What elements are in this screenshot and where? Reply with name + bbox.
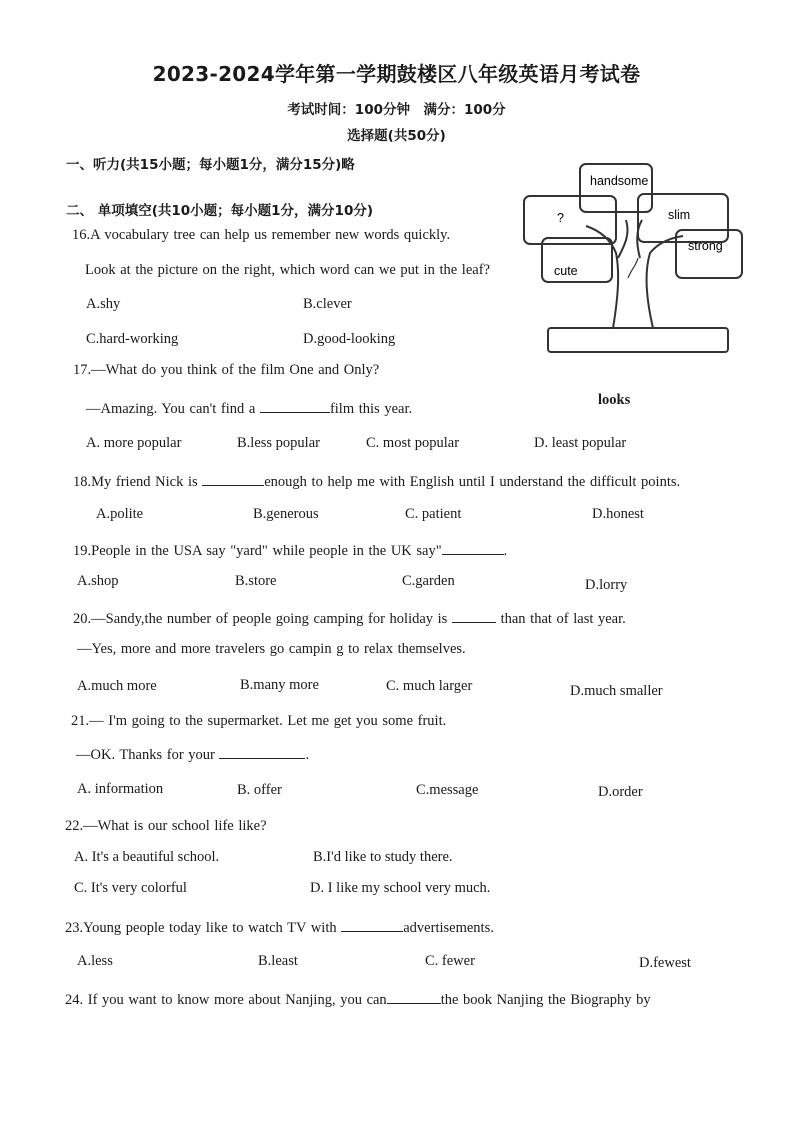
- q17-text-before: —Amazing. You can't find a: [86, 401, 256, 417]
- q19-option-c: C.garden: [402, 573, 455, 589]
- part1-heading: 一、听力(共15小题；每小题1分，满分15分)略: [66, 157, 355, 173]
- section-choice-heading: 选择题(共50分): [347, 128, 446, 144]
- q16-stem-2: Look at the picture on the right, which word can we put in the leaf?: [85, 262, 490, 278]
- q22-option-b: B.I'd like to study there.: [313, 849, 453, 865]
- q23-blank: [341, 917, 403, 932]
- tree-trunk-right: [646, 236, 683, 328]
- q23-stem: [65, 917, 494, 937]
- q21-option-d: D.order: [598, 784, 643, 800]
- q21-option-c: C.message: [416, 782, 479, 798]
- exam-title: 2023-2024学年第一学期鼓楼区八年级英语月考试卷: [152, 62, 641, 86]
- q16-option-b: B.clever: [303, 296, 352, 312]
- q24-blank: [387, 989, 441, 1004]
- q20-option-c: C. much larger: [386, 678, 473, 694]
- q20-option-d: D.much smaller: [570, 683, 663, 699]
- q17-option-a: A. more popular: [86, 435, 182, 451]
- q23-option-b: B.least: [258, 953, 298, 969]
- q19-stem: [73, 540, 507, 560]
- leaf-text-slim: slim: [668, 208, 691, 222]
- q18-text-after: enough to help me with English until I understand the difficult points.: [264, 474, 681, 490]
- q18-option-a: A.polite: [96, 506, 144, 522]
- q17-option-c: C. most popular: [366, 435, 460, 451]
- leaf-text-question: ?: [557, 211, 564, 225]
- leaf-strong: [676, 230, 742, 278]
- tree-base: [548, 328, 728, 352]
- q20-stem-2: —Yes, more and more travelers go campin g to relax themselves.: [77, 641, 466, 657]
- q21-stem-2: [76, 744, 309, 764]
- q23-text-after: advertisements.: [403, 920, 494, 936]
- q18-option-c: C. patient: [405, 506, 462, 522]
- q23-option-a: A.less: [77, 953, 113, 969]
- q17-option-d: D. least popular: [534, 435, 627, 451]
- vocabulary-tree-figure: [518, 158, 758, 358]
- leaf-text-handsome: handsome: [590, 174, 649, 188]
- q22-stem: 22.—What is our school life like?: [65, 818, 267, 834]
- q23-option-c: C. fewer: [425, 953, 475, 969]
- q19-text-after: .: [503, 543, 508, 559]
- q20-option-a: A.much more: [77, 678, 157, 694]
- q16-option-d: D.good-looking: [303, 331, 396, 347]
- q19-option-d: D.lorry: [585, 577, 628, 593]
- q24-text-before: 24. If you want to know more about Nanjing, you can: [65, 992, 387, 1008]
- q20-stem: [73, 608, 626, 628]
- q20-blank: [452, 608, 496, 623]
- q21-option-b: B. offer: [237, 782, 282, 798]
- tree-trunk-left: [586, 226, 618, 328]
- q22-option-a: A. It's a beautiful school.: [74, 849, 220, 865]
- q20-option-b: B.many more: [240, 677, 319, 693]
- part2-heading: 二、 单项填空(共10小题；每小题1分，满分10分): [66, 203, 374, 219]
- q16-stem: 16.A vocabulary tree can help us remember new words quickly.: [72, 227, 451, 243]
- q20-text-before: 20.—Sandy,the number of people going camping for holiday is: [73, 611, 448, 627]
- q23-option-d: D.fewest: [639, 955, 691, 971]
- q23-text-before: 23.Young people today like to watch TV with: [65, 920, 337, 936]
- q20-text-after: than that of last year.: [500, 611, 626, 627]
- q17-text-after: film this year.: [329, 401, 413, 417]
- q21-text-before: —OK. Thanks for your: [76, 747, 215, 763]
- q19-text-before: 19.People in the USA say "yard" while people in the UK say": [73, 543, 442, 559]
- q16-option-a: A.shy: [86, 296, 121, 312]
- leaf-question: [524, 196, 616, 244]
- q24-stem: [65, 989, 651, 1009]
- q19-option-b: B.store: [235, 573, 277, 589]
- q19-option-a: A.shop: [77, 573, 119, 589]
- exam-info: 考试时间：100分钟 满分：100分: [287, 102, 506, 118]
- q21-option-a: A. information: [77, 781, 164, 797]
- q18-text-before: 18.My friend Nick is: [73, 474, 198, 490]
- q18-blank: [202, 471, 264, 486]
- q24-text-after: the book Nanjing the Biography by: [440, 992, 651, 1008]
- q22-option-c: C. It's very colorful: [74, 880, 187, 896]
- q19-blank: [442, 540, 504, 555]
- q17-stem-2: [86, 398, 412, 418]
- q21-blank: [219, 744, 305, 759]
- q18-stem: [73, 471, 680, 491]
- leaf-text-cute: cute: [554, 264, 578, 278]
- q17-option-b: B.less popular: [237, 435, 320, 451]
- q17-blank: [260, 398, 330, 413]
- q18-option-d: D.honest: [592, 506, 644, 522]
- q21-text-after: .: [305, 747, 310, 763]
- q17-stem: 17.—What do you think of the film One and Only?: [73, 362, 380, 378]
- q16-option-c: C.hard-working: [86, 331, 179, 347]
- q22-option-d: D. I like my school very much.: [310, 880, 491, 896]
- q18-option-b: B.generous: [253, 506, 319, 522]
- tree-caption: looks: [598, 392, 631, 408]
- q21-stem: 21.— I'm going to the supermarket. Let me get you some fruit.: [71, 713, 447, 729]
- leaf-text-strong: strong: [688, 239, 723, 253]
